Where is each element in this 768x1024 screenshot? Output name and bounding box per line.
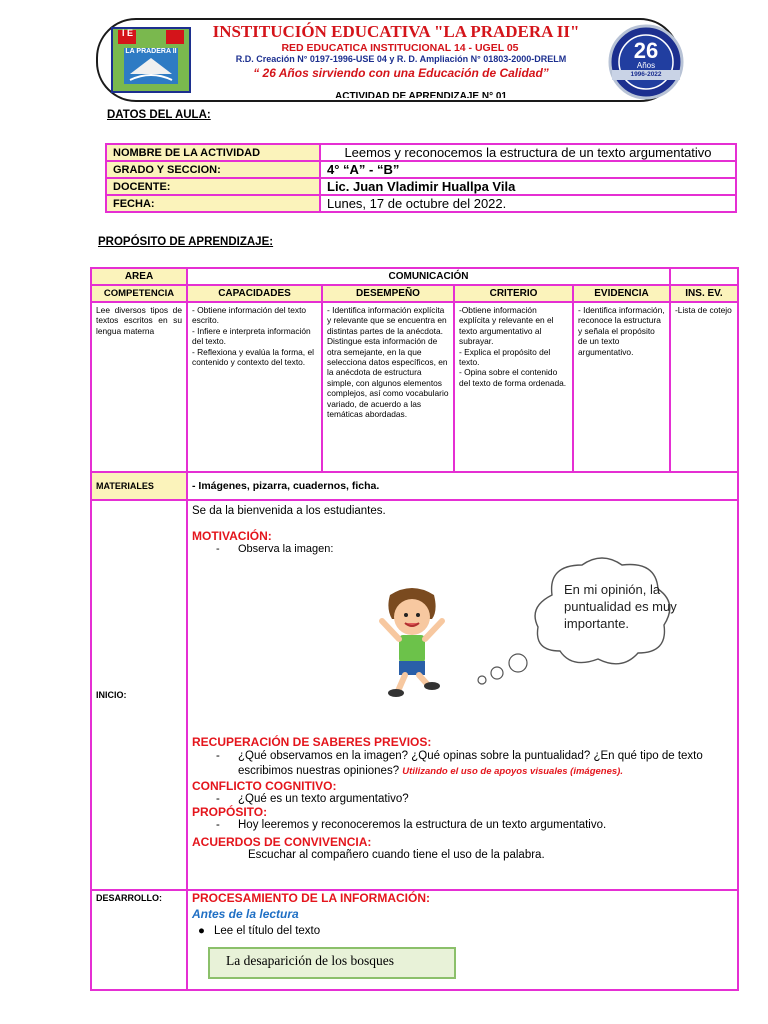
conflicto-heading: CONFLICTO COGNITIVO: — [192, 779, 337, 793]
acuerdos-heading: ACUERDOS DE CONVIVENCIA: — [192, 835, 372, 849]
recuperacion-text: ¿Qué observamos en la imagen? ¿Qué opinas sobre la puntualidad? ¿En qué tipo de texto escribimos nuestras opiniones? — [238, 750, 703, 777]
logo-text: LA PRADERA II — [125, 48, 177, 55]
area-label: AREA — [91, 268, 187, 285]
info-key: NOMBRE DE LA ACTIVIDAD — [106, 144, 320, 161]
boy-illustration-icon — [372, 585, 452, 700]
school-resolution: R.D. Creación N° 0197-1996-USE 04 y R. D. Ampliación N° 01803-2000-DRELM — [235, 54, 567, 64]
inicio-label: INICIO: — [91, 500, 187, 890]
header-criterio: CRITERIO — [454, 285, 573, 302]
desempeno-text: - Identifica información explícita y relevante que se encuentra en distintas partes de la anécdota. Distingue esta información de otra semejante, en la que selecciona datos específicos, en la anécdota de estructura simple, con algunos elementos complejos, así como vocabulario variado, de acuerdo a las temáticas abordadas. — [322, 302, 454, 472]
motivacion-heading: MOTIVACIÓN: — [192, 529, 272, 543]
info-table — [105, 143, 737, 213]
text-title: La desaparición de los bosques — [226, 953, 394, 968]
info-value: Leemos y reconocemos la estructura de un texto argumentativo — [320, 144, 736, 161]
criterio-item: -Obtiene información explícita y relevante en el texto argumentativo al subrayar. — [459, 305, 554, 347]
seal-years: 1996-2022 — [630, 71, 662, 78]
procesamiento-heading: PROCESAMIENTO DE LA INFORMACIÓN: — [192, 891, 431, 905]
area-value: COMUNICACIÓN — [187, 268, 670, 285]
evidencia-text: - Identifica información, reconoce la estructura y señala el propósito de un texto argumentativo. — [573, 302, 670, 472]
header-ins-ev: INS. EV. — [670, 285, 738, 302]
school-title: INSTITUCIÓN EDUCATIVA "LA PRADERA II" — [212, 22, 580, 41]
info-row — [106, 178, 736, 195]
criterio-item: - Opina sobre el contenido del texto de forma ordenada. — [459, 367, 567, 388]
header-desempeno: DESEMPEÑO — [322, 285, 454, 302]
info-value: Lunes, 17 de octubre del 2022. — [320, 195, 736, 212]
materiales-label: MATERIALES — [91, 472, 187, 500]
recuperacion-note: Utilizando el uso de apoyos visuales (imágenes). — [402, 766, 623, 777]
learning-table — [90, 267, 739, 991]
info-row — [106, 161, 736, 178]
header-evidencia: EVIDENCIA — [573, 285, 670, 302]
info-key: DOCENTE: — [106, 178, 320, 195]
acuerdos-text: Escuchar al compañero cuando tiene el uso de la palabra. — [248, 849, 545, 861]
materiales-value: - Imágenes, pizarra, cuadernos, ficha. — [187, 472, 738, 500]
info-key: FECHA: — [106, 195, 320, 212]
criterio-item: - Explica el propósito del texto. — [459, 346, 551, 368]
info-row — [106, 144, 736, 161]
info-row — [106, 195, 736, 212]
header-competencia: COMPETENCIA — [91, 285, 187, 302]
capacidad-item: - Infiere e interpreta información del texto. — [192, 325, 311, 347]
seal-sub: Años — [636, 61, 656, 70]
logo-letters: I E — [122, 28, 134, 38]
lee-text: Lee el título del texto — [214, 925, 321, 937]
desarrollo-content — [187, 890, 738, 990]
desarrollo-label: DESARROLLO: — [91, 890, 187, 990]
bubble-text: En mi opinión, la puntualidad es muy importante. — [564, 582, 677, 631]
info-value: 4° “A” - “B” — [320, 161, 736, 178]
info-key: GRADO Y SECCION: — [106, 161, 320, 178]
info-value: Lic. Juan Vladimir Huallpa Vila — [320, 178, 736, 195]
capacidad-item: - Reflexiona y evalúa la forma, el contenido y contexto del texto. — [192, 346, 314, 368]
area-empty — [670, 268, 738, 285]
image-area — [192, 555, 733, 735]
bullet-icon: ● — [198, 925, 205, 937]
competencia-text: Lee diversos tipos de textos escritos en su lengua materna — [91, 302, 187, 472]
seal-number: 26 — [633, 38, 659, 63]
observa-text: Observa la imagen: — [238, 543, 334, 555]
school-slogan: “ 26 Años sirviendo con una Educación de Calidad” — [253, 66, 549, 80]
activity-title: ACTIVIDAD DE APRENDIZAJE N° 01 — [335, 91, 507, 98]
section-proposito: PROPÓSITO DE APRENDIZAJE: — [98, 236, 274, 248]
school-network: RED EDUCATICA INSTITUCIONAL 14 - UGEL 05 — [281, 42, 519, 54]
recuperacion-heading: RECUPERACIÓN DE SABERES PREVIOS: — [192, 735, 432, 749]
section-datos: DATOS DEL AULA: — [107, 109, 211, 121]
capacidad-item: - Obtiene información del texto escrito. — [192, 305, 307, 326]
welcome-text: Se da la bienvenida a los estudiantes. — [192, 505, 386, 517]
antes-heading: Antes de la lectura — [192, 907, 299, 921]
proposito-text: Hoy leeremos y reconoceremos la estructura de un texto argumentativo. — [238, 819, 607, 831]
inicio-content: Se da la bienvenida a los estudiantes. MOTIVACIÓN: - Observa la imagen: En mi opinión, la puntualidad es muy importante. RECUPERACIÓN DE SABERES PREVIOS: - ¿Qué observamos en la imagen? ¿Qué opinas sobre la puntualidad? ¿En qué tipo de texto escribimos nuestras opiniones? Utilizando el uso de apoyos visuales (imágenes). CONFLICTO COGNITIVO: - ¿Qué es un texto argumentativo? PROPÓSITO: - Hoy leeremos y reconoceremos la estructura de un texto argumentativo. ACUERDOS DE CONVIVENCIA: Escuchar al compañero cuando tiene el uso de la palabra. — [187, 500, 738, 890]
conflicto-text: ¿Qué es un texto argumentativo? — [238, 793, 409, 805]
header-capacidades: CAPACIDADES — [187, 285, 322, 302]
ins-ev-text: -Lista de cotejo — [670, 302, 738, 472]
proposito-heading: PROPÓSITO: — [192, 805, 268, 819]
